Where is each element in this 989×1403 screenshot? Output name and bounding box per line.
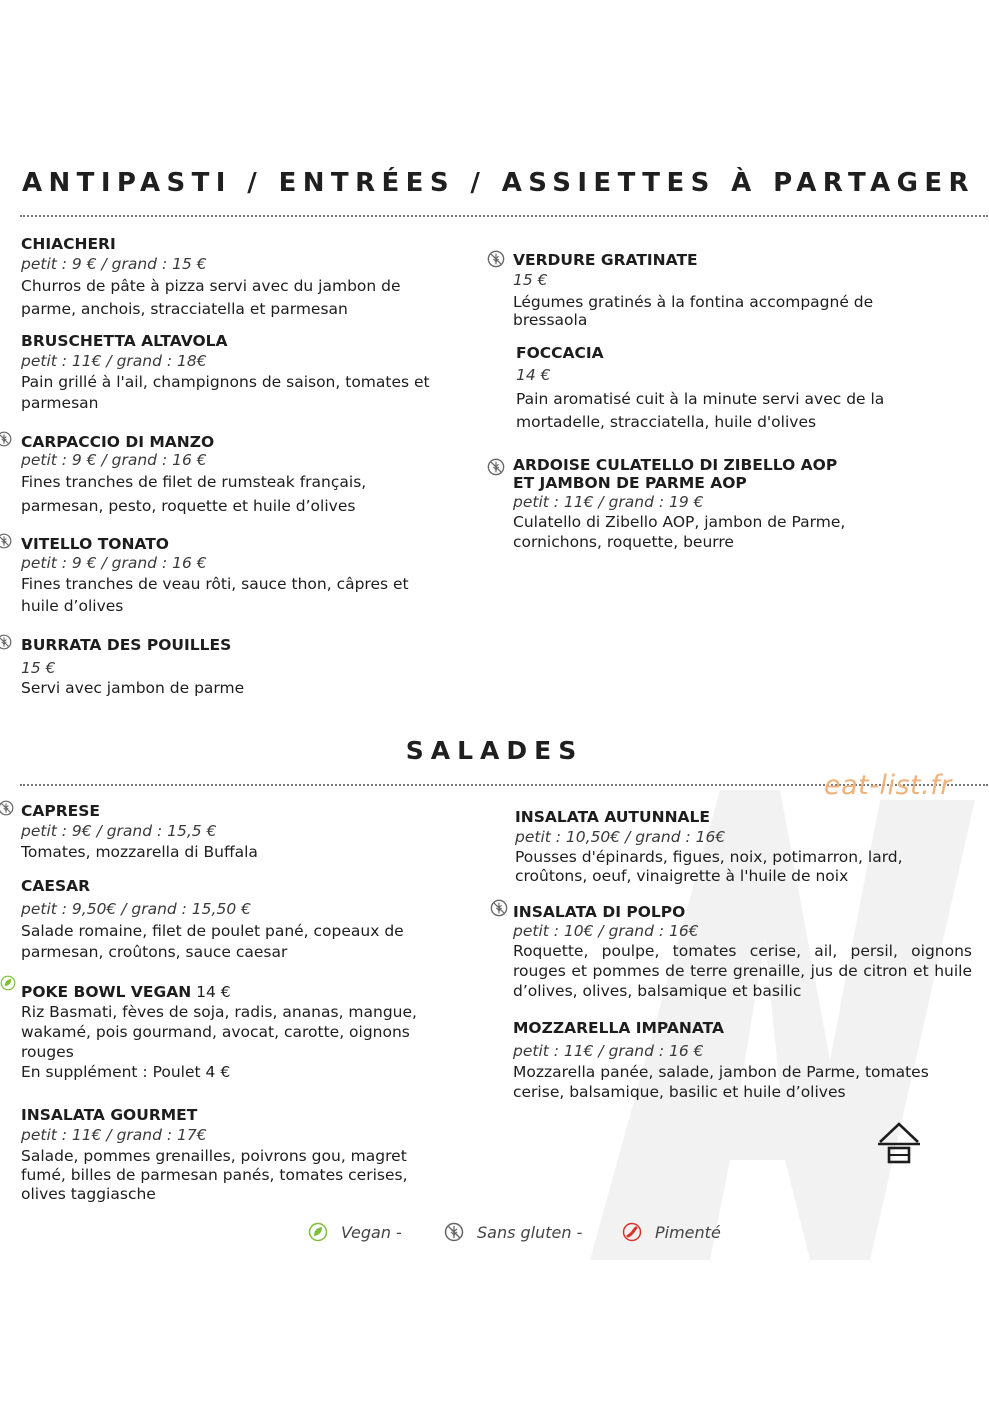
menu-item-carpaccio [21,433,431,518]
item-price: 15 € [21,659,56,677]
item-description: Culatello di Zibello AOP, jambon de Parme, cornichons, roquette, beurre [513,513,846,551]
menu-item-insalata-polpo [513,903,972,1001]
item-description: Pousses d'épinards, figues, noix, potimarron, lard, croûtons, oeuf, vinaigrette à l'huile de noix [515,848,903,885]
item-name: VITELLO TONATO [21,535,169,553]
legend-gluten-free [444,1222,582,1242]
item-price: 14 € [516,366,551,384]
item-name: CAESAR [21,877,91,895]
vegan-icon [0,975,16,991]
gluten-free-icon [490,899,508,917]
item-name-line1: ARDOISE CULATELLO DI ZIBELLO AOP [513,456,838,474]
item-name: CARPACCIO DI MANZO [21,433,215,451]
item-price: petit : 11€ / grand : 16 € [513,1042,704,1060]
item-description: Légumes gratinés à la fontina accompagné de bressaola [513,293,874,329]
item-price: petit : 9 € / grand : 16 € [21,554,207,572]
item-name-row [21,983,431,1001]
item-price: 15 € [513,271,548,289]
item-description: Fines tranches de filet de rumsteak français, parmesan, pesto, roquette et huile d’olives [21,473,367,515]
item-price: petit : 10€ / grand : 16€ [513,922,699,940]
gluten-free-icon [487,458,505,476]
item-description: Pain grillé à l'ail, champignons de saison, tomates et parmesan [21,373,430,412]
item-price: petit : 9 € / grand : 16 € [21,451,207,469]
item-description: Fines tranches de veau rôti, sauce thon, câpres et huile d’olives [21,575,409,615]
menu-item-bruschetta [21,332,431,414]
item-name: BRUSCHETTA ALTAVOLA [21,332,228,350]
item-name: BURRATA DES POUILLES [21,636,232,654]
item-description: Salade romaine, filet de poulet pané, copeaux de parmesan, croûtons, sauce caesar [21,922,404,961]
item-description: Pain aromatisé cuit à la minute servi avec de la mortadelle, stracciatella, huile d'olives [516,390,885,431]
item-name-line2: ET JAMBON DE PARME AOP [513,474,747,492]
item-price: petit : 9€ / grand : 15,5 € [21,822,217,840]
gluten-free-icon [444,1222,464,1242]
item-description: Mozzarella panée, salade, jambon de Parme, tomates cerise, balsamique, basilic et huile d’olives [513,1063,929,1101]
item-price: petit : 9 € / grand : 15 € [21,255,207,273]
item-price: 14 € [191,983,231,1001]
item-price: petit : 11€ / grand : 17€ [21,1126,207,1144]
salades-section-title: SALADES [405,736,584,765]
item-supplement: En supplément : Poulet 4 € [21,1063,231,1081]
item-name: MOZZARELLA IMPANATA [513,1019,724,1037]
gluten-free-icon [0,800,14,816]
legend-vegan [308,1222,402,1242]
item-description: Servi avec jambon de parme [21,679,245,697]
item-name: INSALATA DI POLPO [513,903,686,921]
legend-vegan-label: Vegan - [341,1222,402,1242]
item-description: Salade, pommes grenailles, poivrons gou, magret fumé, billes de parmesan panés, tomates cerises, olives taggiasche [21,1147,408,1203]
gluten-free-icon [0,431,12,447]
menu-item-poke-bowl [21,983,431,1082]
legend-spicy [622,1222,721,1242]
menu-item-vitello [21,535,431,617]
item-description: Churros de pâte à pizza servi avec du jambon de parme, anchois, stracciatella et parmesan [21,277,401,318]
item-name: CAPRESE [21,802,101,820]
menu-item-ardoise [513,456,933,552]
gluten-free-icon [0,634,12,650]
item-name: INSALATA AUTUNNALE [515,808,710,826]
antipasti-section-title: ANTIPASTI / ENTRÉES / ASSIETTES À PARTAGER [22,168,975,198]
item-description: Roquette, poulpe, tomates cerise, ail, persil, oignons rouges et pommes de terre grenaille, jus de citron et huile d’olives, olives, balsamique et basilic [513,942,972,1000]
item-price: petit : 11€ / grand : 19 € [513,493,704,511]
legend-gluten-free-label: Sans gluten - [477,1222,583,1242]
dietary-legend [0,1222,989,1246]
item-price: petit : 9,50€ / grand : 15,50 € [21,900,251,918]
item-name: INSALATA GOURMET [21,1106,198,1124]
gluten-free-icon [487,250,505,268]
item-name: POKE BOWL VEGAN [21,983,192,1001]
item-description: Tomates, mozzarella di Buffala [21,843,258,861]
restaurant-logo-icon [874,1118,924,1164]
menu-item-insalata-gourmet [21,1106,431,1204]
item-name: FOCCACIA [516,344,604,362]
menu-item-verdure [513,251,923,329]
watermark-text: eat-list.fr [824,770,952,801]
item-price: petit : 10,50€ / grand : 16€ [515,828,726,846]
menu-item-mozzarella-impanata [513,1019,953,1102]
legend-spicy-label: Pimenté [655,1222,721,1242]
menu-item-chiacheri [21,235,431,321]
item-price: petit : 11€ / grand : 18€ [21,352,207,370]
menu-item-foccacia [516,344,926,434]
menu-item-caesar [21,877,431,963]
item-name: VERDURE GRATINATE [513,251,698,269]
item-name: CHIACHERI [21,235,116,253]
antipasti-divider [20,215,988,217]
menu-item-insalata-autunnale [515,808,935,886]
item-description: Riz Basmati, fèves de soja, radis, ananas, mangue, wakamé, pois gourmand, avocat, carotte, oignons rouges [21,1003,417,1061]
menu-item-caprese [21,802,431,863]
chili-pepper-icon [622,1222,642,1242]
vegan-icon [308,1222,328,1242]
menu-item-burrata [21,636,431,699]
gluten-free-icon [0,533,12,549]
